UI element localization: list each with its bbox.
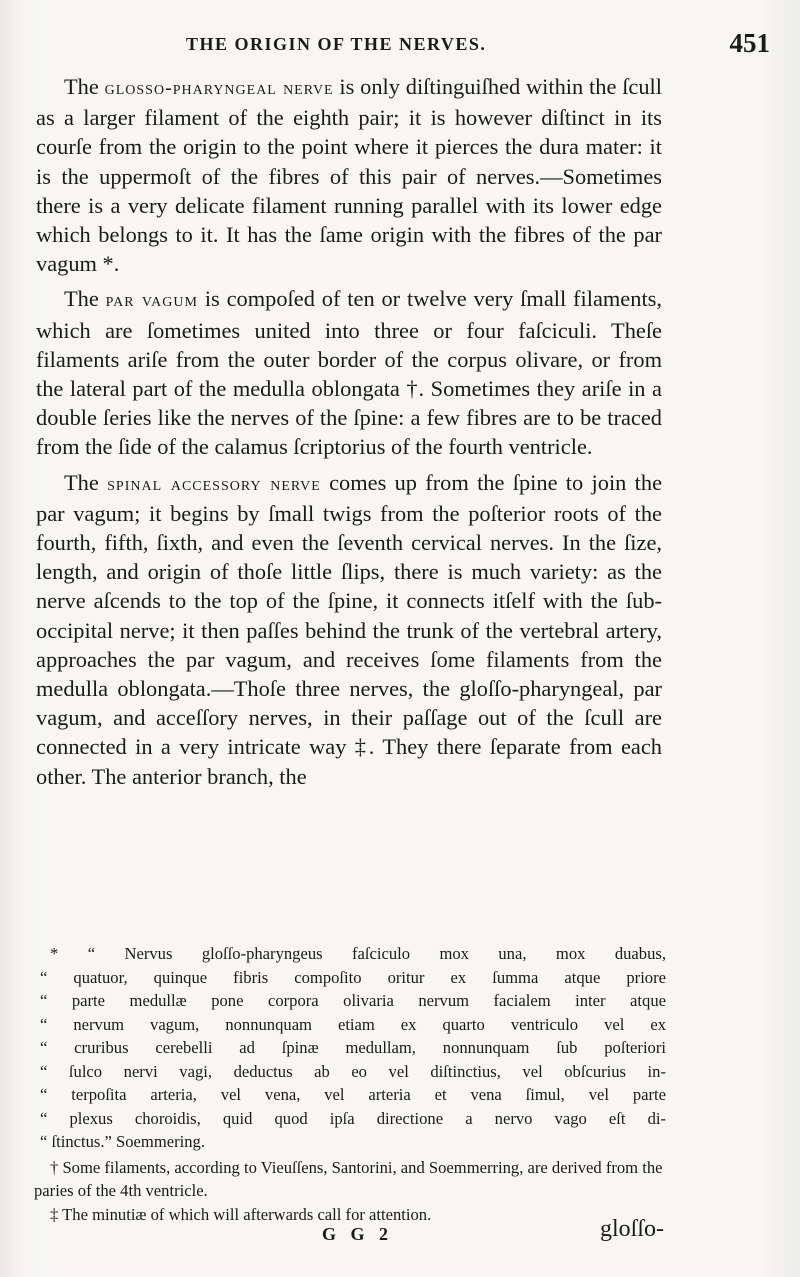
footnote-line: “ quatuor, quinque fibris compoſito oritur ex ſumma atque priore — [40, 967, 666, 987]
footnote-line: “ terpoſita arteria, vel vena, vel arteria et vena ſimul, vel parte — [40, 1085, 666, 1104]
footnote-line: “ nervum vagum, nonnunquam etiam ex quarto ventriculo vel ex — [40, 1014, 666, 1034]
footnote-double-dagger: ‡ The minutiæ of which will afterwards call for attention. — [50, 1204, 432, 1224]
footnote-dagger: † Some filaments, according to Vieuſſens, Santorini, and Soemmerring, are derived from the paries of the 4th ventricle. — [34, 1157, 663, 1200]
page-footer — [36, 1218, 664, 1258]
paragraph-text: comes up from the ſpine to join the par vagum; it begins by ſmall twigs from the poſterior roots of the fourth, fifth, ſixth, and even the ſeventh cervical nerves. In the ſize, length, and origin of thoſe little ſlips, there is much variety: as the nerve aſcends to the top of the ſpine, it connects itſelf with the ſub-occipital nerve; it then paſſes behind the trunk of the vertebral artery, approaches the par vagum, and receives ſome filaments from the medulla oblongata.—Thoſe three nerves, the gloſſo-pharyngeal, par vagum, and acceſſory nerves, in their paſſage out of the ſcull are connected in a very intricate way ‡. They there ſeparate from each other. The anterior branch, the — [36, 469, 663, 789]
signature-mark: G G 2 — [322, 1224, 394, 1244]
footnote-star — [34, 942, 666, 1154]
footnote-line: * “ Nervus gloſſo-pharyngeus faſciculo mox una, mox duabus, — [50, 944, 666, 963]
paragraph-lead: The — [64, 469, 99, 495]
body-text — [36, 72, 662, 791]
term-par-vagum: par vagum — [105, 289, 198, 312]
footnote-line: “ plexus choroidis, quid quod ipſa directione a nervo vago eſt di- — [40, 1108, 666, 1128]
term-glosso-pharyngeal-nerve: glosso-pharyngeal nerve — [104, 77, 334, 99]
paragraph-lead: The — [64, 74, 99, 99]
footnotes — [34, 942, 666, 1226]
footnote-line: “ ſulco nervi vagi, deductus ab eo vel diſtinctius, vel obſcurius in- — [40, 1061, 666, 1081]
paragraph-spinal-accessory — [36, 468, 662, 791]
running-head: THE ORIGIN OF THE NERVES. — [186, 34, 487, 54]
page-number: 451 — [729, 28, 770, 58]
paragraph-par-vagum — [36, 284, 662, 461]
footnote-line: “ cruribus cerebelli ad ſpinæ medullam, nonnunquam ſub poſteriori — [40, 1038, 666, 1057]
paragraph-glosso-pharyngeal — [36, 72, 662, 278]
footnote-line: “ parte medullæ pone corpora olivaria nervum facialem inter atque — [40, 991, 666, 1010]
page-header — [36, 30, 778, 66]
paragraph-text: is only diſtinguiſhed within the ſcull as a larger filament of the eighth pair; it is however diſtinct in its courſe from the origin to the point where it pierces the dura mater: it is the uppermoſt of the fibres of this pair of nerves.—Sometimes there is a very delicate filament running parallel with its lower edge which belongs to it. It has the ſame origin with the fibres of the par vagum *. — [36, 74, 662, 277]
footnote-line: “ ſtinctus.” Soemmering. — [40, 1132, 205, 1151]
paragraph-lead: The — [64, 286, 99, 312]
paragraph-text: is compoſed of ten or twelve very ſmall filaments, which are ſometimes united into three or four faſciculi. Theſe filaments ariſe from the outer border of the corpus olivare, or from the lateral part of the medulla oblongata †. Sometimes they ariſe in a double ſeries like the nerves of the ſpine: a few fibres are to be traced from the ſide of the calamus ſcriptorius of the fourth ventricle. — [36, 286, 662, 460]
term-spinal-accessory-nerve: spinal accessory nerve — [107, 472, 321, 495]
catchword: gloſſo- — [600, 1216, 664, 1242]
